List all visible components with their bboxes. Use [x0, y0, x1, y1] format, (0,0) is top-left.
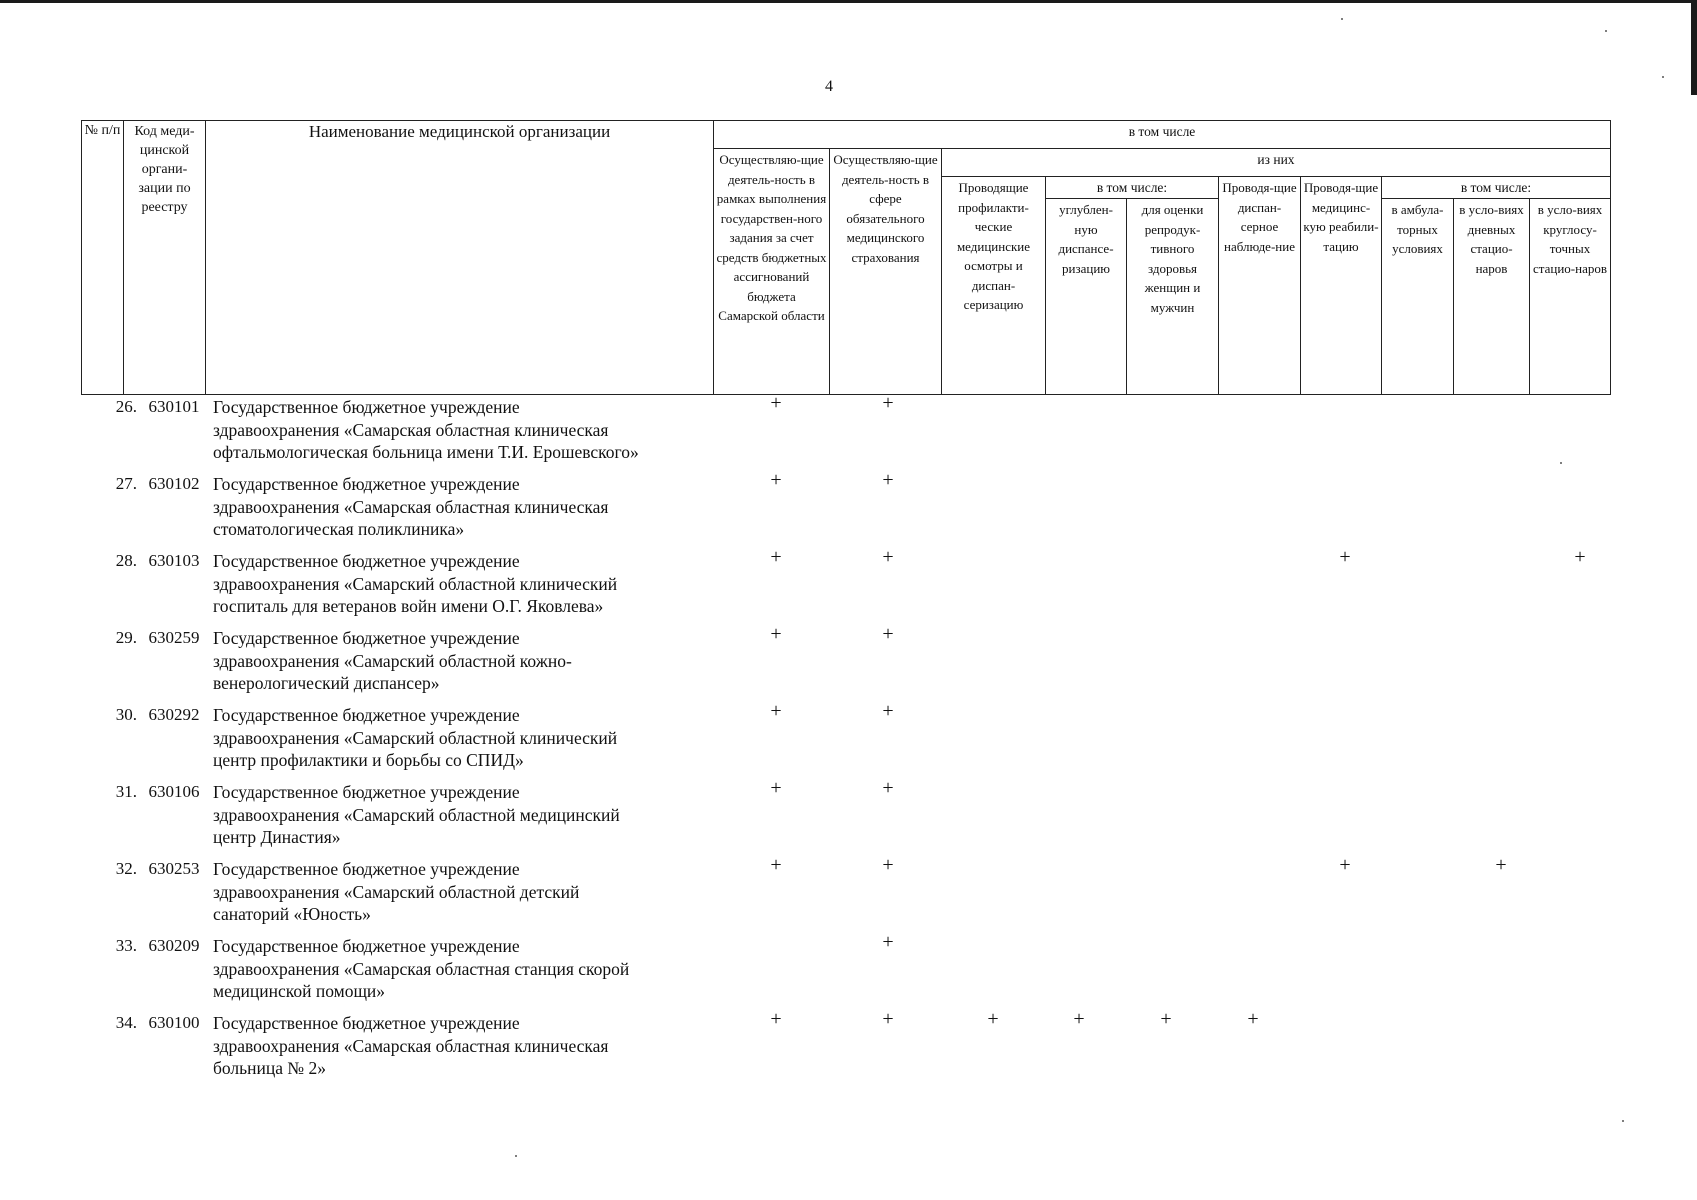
col-code-header: Код меди-цинской органи-зации по реестру — [124, 121, 206, 395]
scan-speck — [515, 1155, 517, 1157]
row-code: 630253 — [148, 859, 200, 878]
scan-speck — [1622, 1120, 1624, 1122]
plus-mark-day_hosp: + — [1495, 854, 1507, 876]
row-number: 27. — [115, 474, 137, 493]
row-organization-name: Государственное бюджетное учреждение здравоохранения «Самарский областной детский санаторий «Юность» — [213, 859, 580, 924]
row-code: 630103 — [148, 551, 200, 570]
plus-mark-oms: + — [882, 854, 894, 876]
col-name-header: Наименование медицинской организации — [206, 121, 714, 395]
day-hosp-header: в усло-виях дневных стацио-наров — [1454, 199, 1530, 395]
row-organization-name: Государственное бюджетное учреждение здравоохранения «Самарская областная клиническая больница № 2» — [213, 1013, 609, 1078]
row-organization-name: Государственное бюджетное учреждение здравоохранения «Самарская областная станция скорой медицинской помощи» — [213, 936, 630, 1001]
rehab-header: Проводя-щие медицинс-кую реабили-тацию — [1301, 177, 1382, 395]
row-organization-name: Государственное бюджетное учреждение здравоохранения «Самарский областной медицинский центр Династия» — [213, 782, 620, 847]
col-num-header: № п/п — [82, 121, 124, 395]
row-organization-name: Государственное бюджетное учреждение здравоохранения «Самарский областной кожно- венерологический диспансер» — [213, 628, 572, 693]
ambulatory-header: в амбула-торных условиях — [1382, 199, 1454, 395]
row-code: 630101 — [148, 397, 200, 416]
plus-mark-oms: + — [882, 469, 894, 491]
table-row — [81, 700, 1621, 781]
row-organization-name: Государственное бюджетное учреждение здравоохранения «Самарский областной клинический центр профилактики и борьбы со СПИД» — [213, 705, 618, 770]
table-row — [81, 1008, 1621, 1089]
organizations-list — [81, 392, 1621, 1089]
plus-mark-oms: + — [882, 1008, 894, 1030]
table-row — [81, 392, 1621, 473]
plus-mark-oms: + — [882, 700, 894, 722]
table-row — [81, 546, 1621, 627]
plus-mark-budget: + — [770, 700, 782, 722]
row-number: 34. — [115, 1013, 137, 1032]
plus-mark-budget: + — [770, 623, 782, 645]
scan-right-edge — [1691, 0, 1697, 95]
row-number: 28. — [115, 551, 137, 570]
row-organization-name: Государственное бюджетное учреждение здравоохранения «Самарский областной клинический госпиталь для ветеранов войн имени О.Г. Яковлева» — [213, 551, 618, 616]
table-row — [81, 931, 1621, 1012]
plus-mark-repro: + — [1160, 1008, 1172, 1030]
row-code: 630102 — [148, 474, 200, 493]
scan-speck — [1605, 30, 1607, 32]
row-number: 31. — [115, 782, 137, 801]
table-row — [81, 623, 1621, 704]
row-code: 630100 — [148, 1013, 200, 1032]
plus-mark-oms: + — [882, 546, 894, 568]
plus-mark-deep: + — [1073, 1008, 1085, 1030]
incl1-header: в том числе: — [1046, 177, 1219, 199]
budget-header: Осуществляю-щие деятель-ность в рамках выполнения государствен-ного задания за счет средств бюджетных ассигнований бюджета Самарской области — [714, 149, 830, 395]
plus-mark-preventive: + — [987, 1008, 999, 1030]
incl2-header: в том числе: — [1382, 177, 1611, 199]
row-number: 26. — [115, 397, 137, 416]
plus-mark-oms: + — [882, 931, 894, 953]
plus-mark-oms: + — [882, 623, 894, 645]
preventive-header: Проводящие профилакти-ческие медицинские осмотры и диспан-серизацию — [942, 177, 1046, 395]
row-number: 30. — [115, 705, 137, 724]
plus-mark-budget: + — [770, 777, 782, 799]
row-code: 630259 — [148, 628, 200, 647]
plus-mark-oms: + — [882, 392, 894, 414]
plus-mark-budget: + — [770, 1008, 782, 1030]
in-total-header: в том числе — [714, 121, 1611, 149]
plus-mark-budget: + — [770, 546, 782, 568]
plus-mark-round_hosp: + — [1574, 546, 1586, 568]
table-row — [81, 777, 1621, 858]
plus-mark-budget: + — [770, 469, 782, 491]
scan-top-edge — [0, 0, 1697, 3]
plus-mark-rehab: + — [1339, 854, 1351, 876]
plus-mark-budget: + — [770, 392, 782, 414]
round-hosp-header: в усло-виях круглосу-точных стацио-наров — [1530, 199, 1611, 395]
plus-mark-dispensary: + — [1247, 1008, 1259, 1030]
table-row — [81, 854, 1621, 935]
plus-mark-rehab: + — [1339, 546, 1351, 568]
deep-header: углублен-ную диспансе-ризацию — [1046, 199, 1127, 395]
repro-header: для оценки репродук-тивного здоровья женщин и мужчин — [1127, 199, 1219, 395]
row-code: 630292 — [148, 705, 200, 724]
table-row — [81, 469, 1621, 550]
row-number: 33. — [115, 936, 137, 955]
row-number: 29. — [115, 628, 137, 647]
scan-speck — [1662, 76, 1664, 78]
header-table — [81, 120, 1611, 395]
row-organization-name: Государственное бюджетное учреждение здравоохранения «Самарская областная клиническая офтальмологическая больница имени Т.И. Ерошевского» — [213, 397, 639, 462]
dispensary-header: Проводя-щие диспан-серное наблюде-ние — [1219, 177, 1301, 395]
plus-mark-oms: + — [882, 777, 894, 799]
row-number: 32. — [115, 859, 137, 878]
scan-speck — [1341, 18, 1343, 20]
row-organization-name: Государственное бюджетное учреждение здравоохранения «Самарская областная клиническая стоматологическая поликлиника» — [213, 474, 609, 539]
page-number: 4 — [825, 78, 833, 95]
row-code: 630106 — [148, 782, 200, 801]
plus-mark-budget: + — [770, 854, 782, 876]
oms-header: Осуществляю-щие деятель-ность в сфере обязательного медицинского страхования — [830, 149, 942, 395]
of-them-header: из них — [942, 149, 1611, 177]
scan-speck — [1560, 462, 1562, 464]
row-code: 630209 — [148, 936, 200, 955]
